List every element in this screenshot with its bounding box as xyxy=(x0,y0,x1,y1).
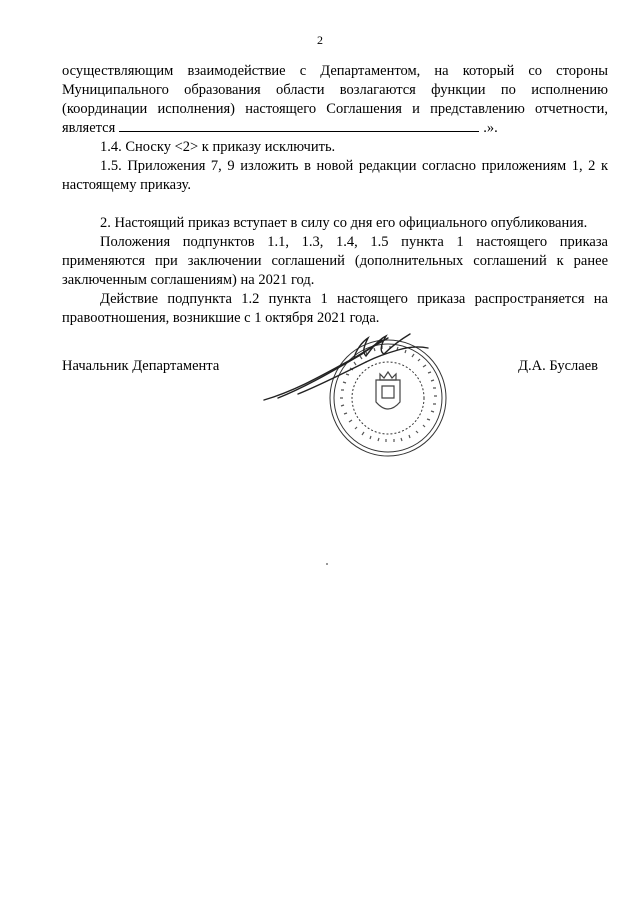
paragraph-1-5: 1.5. Приложения 7, 9 изложить в новой редакции согласно приложениям 1, 2 к настоящему приказу. xyxy=(62,158,608,193)
paragraph-continuation-end: .». xyxy=(483,120,498,136)
paragraph-effect: Действие подпункта 1.2 пункта 1 настоящего приказа распространяется на правоотношения, возникшие с 1 октября 2021 года. xyxy=(62,291,608,326)
paragraph-continuation-text: осуществляющим взаимодействие с Департаментом, на который со стороны Муниципального образования области возлагаются функции по исполнению (координации исполнения) настоящего Соглашения и представлению отчетности, является xyxy=(62,63,608,136)
paragraph-2: 2. Настоящий приказ вступает в силу со дня его официального опубликования. xyxy=(100,215,588,231)
paragraph-provisions: Положения подпунктов 1.1, 1.3, 1.4, 1.5 пункта 1 настоящего приказа применяются при заключении соглашений (дополнительных соглашений к ранее заключенным соглашениям) на 2021 год. xyxy=(62,234,608,288)
handwritten-signature-icon xyxy=(264,334,428,400)
signatory-position: Начальник Департамента xyxy=(62,358,220,374)
seal-and-signature xyxy=(258,328,478,460)
paragraph-continuation xyxy=(62,62,608,138)
signatory-name: Д.А. Буслаев xyxy=(518,358,598,374)
document-body xyxy=(62,62,608,328)
official-seal-icon xyxy=(258,328,478,460)
paragraph-1-4: 1.4. Сноску <2> к приказу исключить. xyxy=(100,139,336,155)
page-number: 2 xyxy=(317,33,323,47)
scan-speck xyxy=(326,563,328,565)
blank-line xyxy=(119,119,479,132)
